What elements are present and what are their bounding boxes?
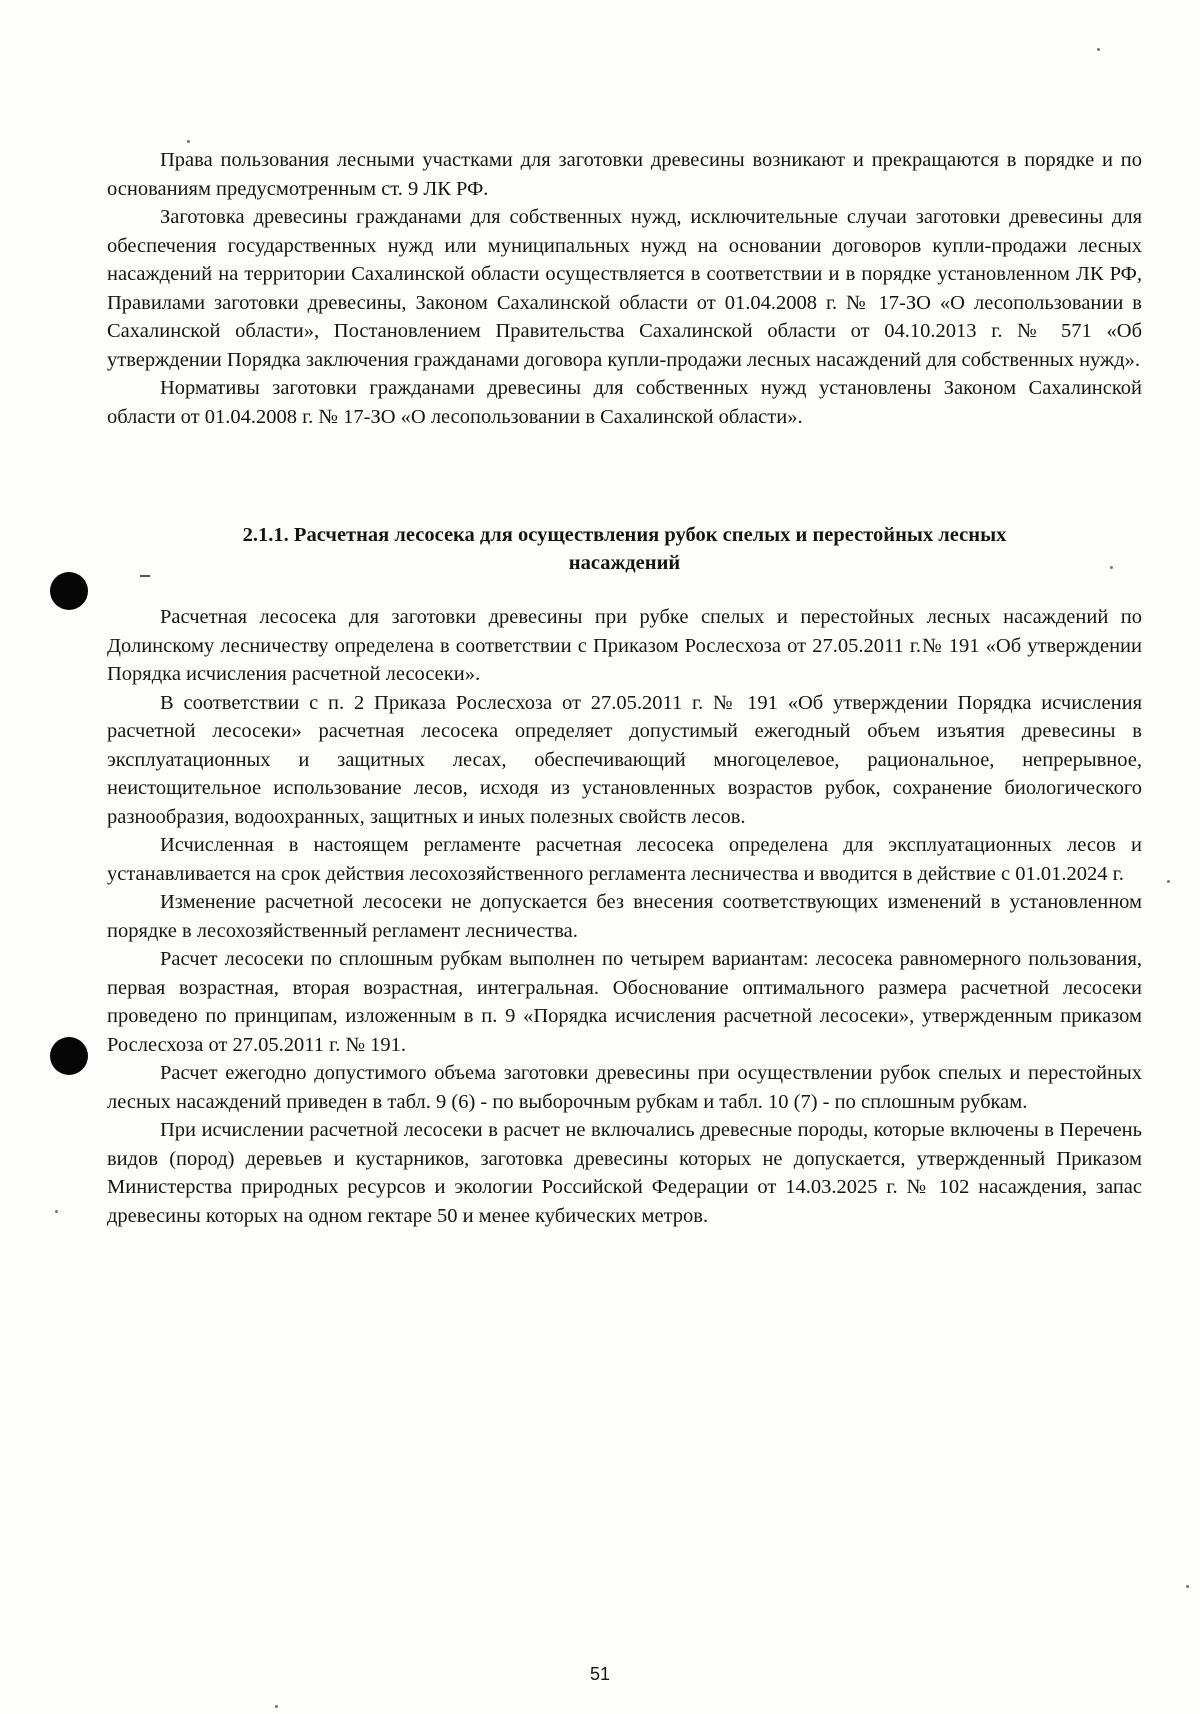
section-heading-block [107, 521, 1142, 577]
paragraph-rights: Права пользования лесными участками для заготовки древесины возникают и прекращаются в порядке и по основаниям предусмотренным ст. 9 ЛК РФ. [107, 149, 1142, 200]
paragraph-calculated-cutting-area: Расчетная лесосека для заготовки древесины при рубке спелых и перестойных лесных насаждений по Долинскому лесничеству определена в соответствии с Приказом Рослесхоза от 27.05.2011 г.№ 191 «Об утверждении Порядка исчисления расчетной лесосеки». [107, 606, 1142, 685]
paragraph-harvesting-rules: Заготовка древесины гражданами для собственных нужд, исключительные случаи заготовки древесины для обеспечения государственных нужд или муниципальных нужд на основании договоров купли-продажи лесных насаждений на территории Сахалинской области осуществляется в соответствии и в порядке установленном ЛК РФ, Правилами заготовки древесины, Законом Сахалинской области от 01.04.2008 г. № 17-ЗО «О лесопользовании в Сахалинской области», Постановлением Правительства Сахалинской области от 04.10.2013 г. № 571 «Об утверждении Порядка заключения гражданами договора купли-продажи лесных насаждений для собственных нужд». [107, 206, 1142, 371]
top-paragraphs [107, 146, 1142, 431]
page-number: 51 [589, 1664, 611, 1684]
paragraph-tables: Расчет ежегодно допустимого объема заготовки древесины при осуществлении рубок спелых и перестойных лесных насаждений приведен в табл. 9 (6) - по выборочным рубкам и табл. 10 (7) - по сплошным рубкам. [107, 1062, 1142, 1113]
punch-hole-top [50, 572, 88, 610]
section-heading-line-2: насаждений [568, 552, 681, 574]
section-heading [107, 521, 1142, 577]
section-heading-line-1: 2.1.1. Расчетная лесосека для осуществления рубок спелых и перестойных лесных [242, 524, 1007, 546]
scan-speck [1167, 880, 1170, 883]
paragraph-order-clause: В соответствии с п. 2 Приказа Рослесхоза от 27.05.2011 г. № 191 «Об утверждении Порядка исчисления расчетной лесосеки» расчетная лесосека определяет допустимый ежегодный объем изъятия древесины в эксплуатационных и защитных лесах, обеспечивающий многоцелевое, рациональное, непрерывное, неистощительное использование лесов, исходя из установленных возрастов рубок, сохранение биологического разнообразия, водоохранных, защитных и иных полезных свойств лесов. [107, 691, 1142, 828]
scan-speck [1097, 48, 1100, 51]
paragraph-variants: Расчет лесосеки по сплошным рубкам выполнен по четырем вариантам: лесосека равномерного пользования, первая возрастная, вторая возрастная, интегральная. Обоснование оптимального размера расчетной лесосеки проведено по принципам, изложенным в п. 9 «Порядка исчисления расчетной лесосеки», утвержденным приказом Рослесхоза от 27.05.2011 г. № 191. [107, 948, 1142, 1056]
section-paragraphs [107, 603, 1142, 1230]
scan-speck [1186, 1585, 1189, 1588]
scan-speck [55, 1210, 58, 1213]
scan-speck [187, 140, 190, 143]
paragraph-exclusions: При исчислении расчетной лесосеки в расчет не включались древесные породы, которые включены в Перечень видов (пород) деревьев и кустарников, заготовка древесины которых не допускается, утвержденный Приказом Министерства природных ресурсов и экологии Российской Федерации от 14.03.2025 г. № 102 насаждения, запас древесины которых на одном гектаре 50 и менее кубических метров. [107, 1119, 1142, 1227]
paragraph-norms: Нормативы заготовки гражданами древесины для собственных нужд установлены Законом Сахалинской области от 01.04.2008 г. № 17-ЗО «О лесопользовании в Сахалинской области». [107, 377, 1142, 428]
paragraph-validity: Исчисленная в настоящем регламенте расчетная лесосека определена для эксплуатационных лесов и устанавливается на срок действия лесохозяйственного регламента лесничества и вводится в действие с 01.01.2024 г. [107, 834, 1142, 885]
scan-speck [275, 1705, 278, 1708]
punch-hole-bottom [50, 1037, 88, 1075]
paragraph-changes: Изменение расчетной лесосеки не допускается без внесения соответствующих изменений в установленном порядке в лесохозяйственный регламент лесничества. [107, 891, 1142, 942]
